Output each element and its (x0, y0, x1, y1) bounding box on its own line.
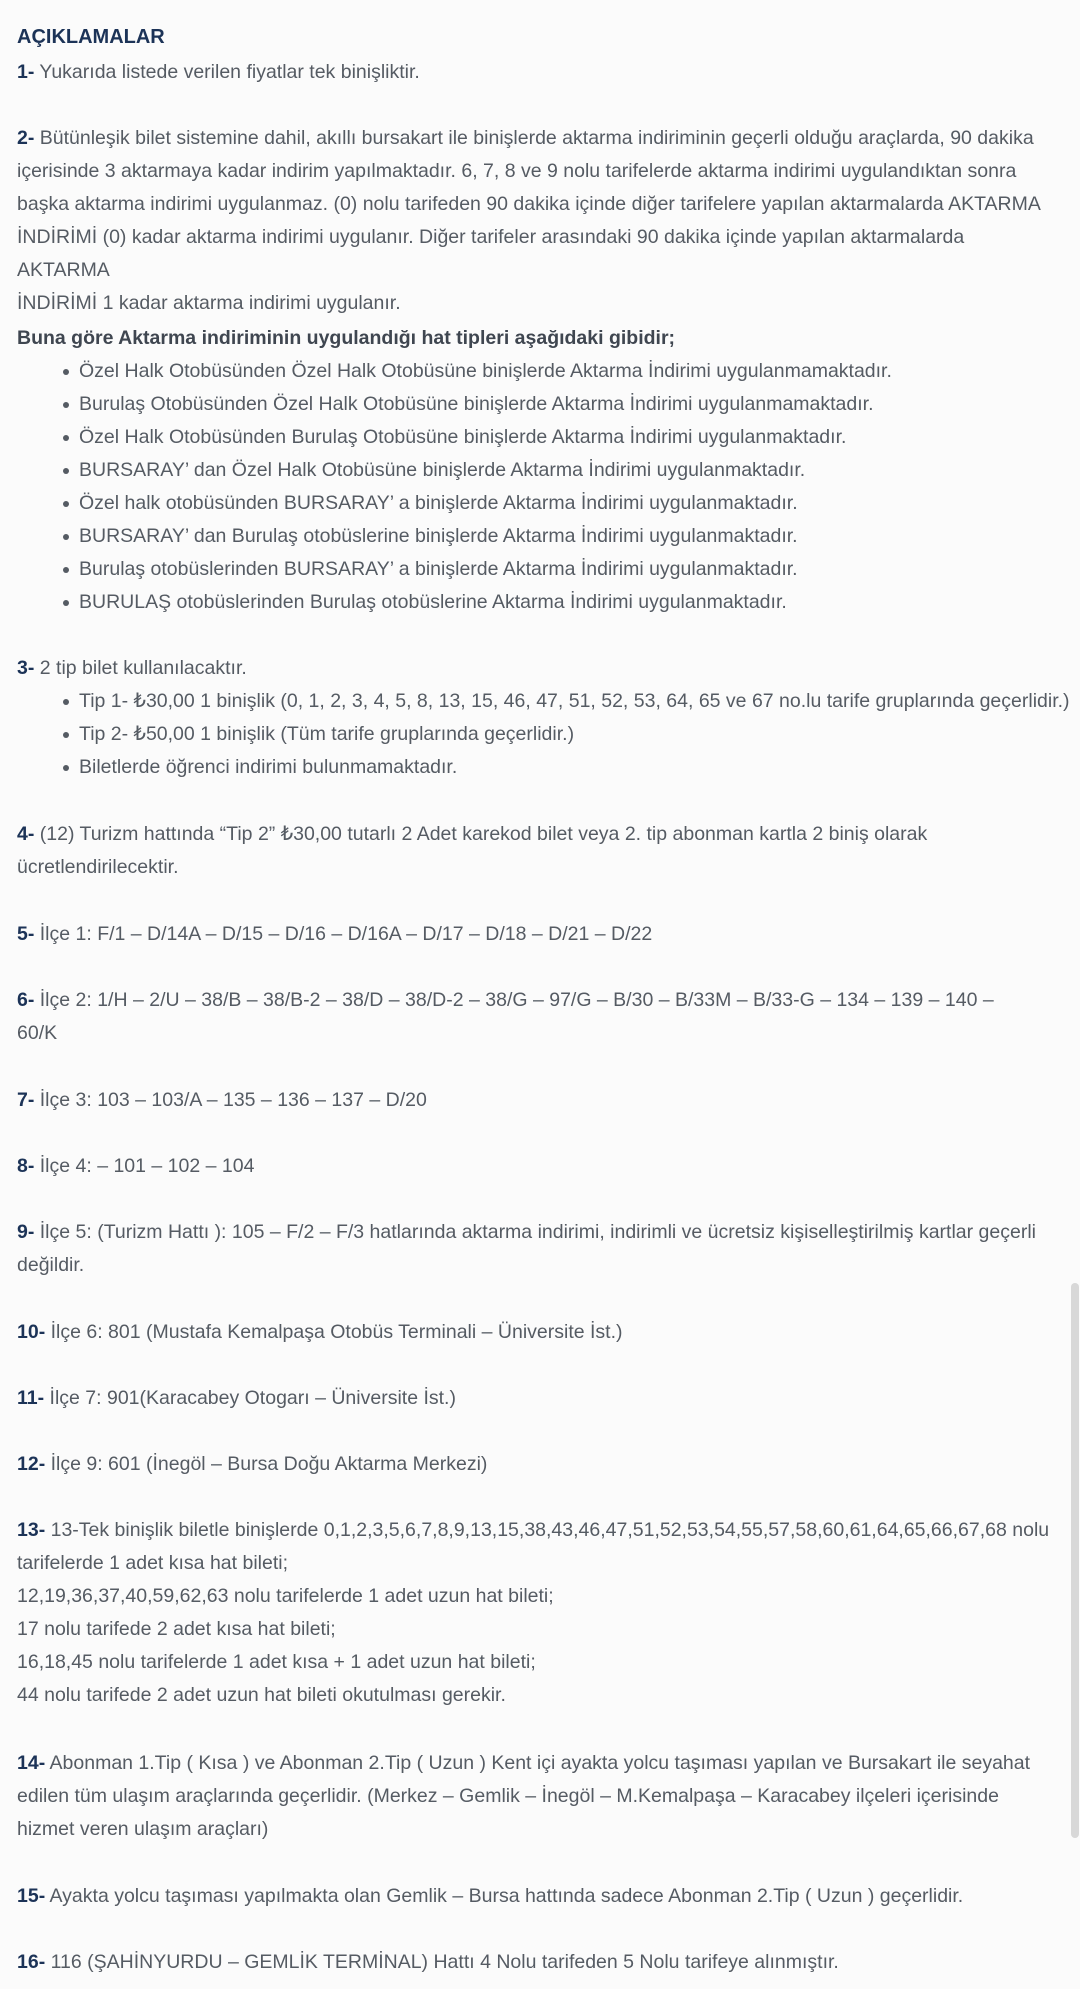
note-3: 3- 2 tip bilet kullanılacaktır. (17, 657, 247, 679)
list-item: BURSARAY’ dan Özel Halk Otobüsüne binişlerde Aktarma İndirimi uygulanmaktadır. (63, 454, 892, 487)
page-title: AÇIKLAMALAR (17, 26, 165, 48)
note-2: 2- Bütünleşik bilet sistemine dahil, akıllı bursakart ile binişlerde aktarma indiriminin geçerli olduğu araçlarda, 90 dakika içerisinde 3 aktarmaya kadar indirim yapılmaktadır. 6, 7, 8 ve 9 nolu tarifelerde aktarma indirimi uygulandıktan sonra başka aktarma indirimi uygulanmaz. (0) nolu tarifeden 90 dakika içinde diğer tarifelere yapılan aktarmalarda AKTARMA İNDİRİMİ (0) kadar aktarma indirimi uygulanır. Diğer tarifeler arasındaki 90 dakika içinde yapılan aktarmalarda AKTARMA İNDİRİMİ 1 kadar aktarma indirimi uygulanır. (17, 127, 1041, 314)
list-item: BURSARAY’ dan Burulaş otobüslerine binişlerde Aktarma İndirimi uygulanmaktadır. (63, 520, 892, 553)
note-7: 7- İlçe 3: 103 – 103/A – 135 – 136 – 137 – D/20 (17, 1089, 427, 1111)
note-11: 11- İlçe 7: 901(Karacabey Otogarı – Üniversite İst.) (17, 1387, 456, 1409)
transfer-list (63, 355, 892, 619)
note-12: 12- İlçe 9: 601 (İnegöl – Bursa Doğu Aktarma Merkezi) (17, 1453, 488, 1475)
note-10: 10- İlçe 6: 801 (Mustafa Kemalpaşa Otobüs Terminali – Üniversite İst.) (17, 1321, 623, 1343)
note-8: 8- İlçe 4: – 101 – 102 – 104 (17, 1155, 255, 1177)
list-item: Özel Halk Otobüsünden Özel Halk Otobüsüne binişlerde Aktarma İndirimi uygulanmamaktadır. (63, 355, 892, 388)
list-item: Biletlerde öğrenci indirimi bulunmamaktadır. (63, 751, 1070, 784)
list-item: Burulaş otobüslerinden BURSARAY’ a binişlerde Aktarma İndirimi uygulanmaktadır. (63, 553, 892, 586)
transfer-title: Buna göre Aktarma indiriminin uygulandığı hat tipleri aşağıdaki gibidir; (17, 327, 676, 349)
note-6: 6- İlçe 2: 1/H – 2/U – 38/B – 38/B-2 – 38/D – 38/D-2 – 38/G – 97/G – B/30 – B/33M – B/33-G – 134 – 139 – 140 – 60/K (17, 989, 994, 1044)
list-item: Burulaş Otobüsünden Özel Halk Otobüsüne binişlerde Aktarma İndirimi uygulanmamaktadır. (63, 388, 892, 421)
list-item: Tip 1- ₺30,00 1 binişlik (0, 1, 2, 3, 4, 5, 8, 13, 15, 46, 47, 51, 52, 53, 64, 65 ve 67 no.lu tarife gruplarında geçerlidir.) (63, 685, 1070, 718)
note-9: 9- İlçe 5: (Turizm Hattı ): 105 – F/2 – F/3 hatlarında aktarma indirimi, indirimli ve ücretsiz kişiselleştirilmiş kartlar geçerli değildir. (17, 1221, 1036, 1276)
note-1: 1- Yukarıda listede verilen fiyatlar tek binişliktir. (17, 61, 420, 83)
note-14: 14- Abonman 1.Tip ( Kısa ) ve Abonman 2.Tip ( Uzun ) Kent içi ayakta yolcu taşıması yapılan ve Bursakart ile seyahat edilen tüm ulaşım araçlarında geçerlidir. (Merkez – Gemlik – İnegöl – M.Kemalpaşa – Karacabey ilçeleri içerisinde hizmet veren ulaşım araçları) (17, 1752, 1031, 1840)
ticket-type-list (63, 685, 1070, 784)
note-5: 5- İlçe 1: F/1 – D/14A – D/15 – D/16 – D/16A – D/17 – D/18 – D/21 – D/22 (17, 923, 653, 945)
list-item: Özel halk otobüsünden BURSARAY’ a binişlerde Aktarma İndirimi uygulanmaktadır. (63, 487, 892, 520)
note-13: 13- 13-Tek binişlik biletle binişlerde 0,1,2,3,5,6,7,8,9,13,15,38,43,46,47,51,52,53,54,55,57,58,60,61,64,65,66,67,68 nolu tarifelerde 1 adet kısa hat bileti; 12,19,36,37,40,59,62,63 nolu tarifelerde 1 adet uzun hat bileti; 17 nolu tarifede 2 adet kısa hat bileti; 16,18,45 nolu tarifelerde 1 adet kısa + 1 adet uzun hat bileti; 44 nolu tarifede 2 adet uzun hat bileti okutulması gerekir. (17, 1519, 1050, 1706)
scrollbar[interactable] (1071, 1283, 1079, 1838)
note-15: 15- Ayakta yolcu taşıması yapılmakta olan Gemlik – Bursa hattında sadece Abonman 2.Tip ( Uzun ) geçerlidir. (17, 1885, 964, 1907)
note-16: 16- 116 (ŞAHİNYURDU – GEMLİK TERMİNAL) Hattı 4 Nolu tarifeden 5 Nolu tarifeye alınmıştır. (17, 1951, 839, 1973)
list-item: Özel Halk Otobüsünden Burulaş Otobüsüne binişlerde Aktarma İndirimi uygulanmaktadır. (63, 421, 892, 454)
list-item: Tip 2- ₺50,00 1 binişlik (Tüm tarife gruplarında geçerlidir.) (63, 718, 1070, 751)
list-item: BURULAŞ otobüslerinden Burulaş otobüslerine Aktarma İndirimi uygulanmaktadır. (63, 586, 892, 619)
note-4: 4- (12) Turizm hattında “Tip 2” ₺30,00 tutarlı 2 Adet karekod bilet veya 2. tip abonman kartla 2 biniş olarak ücretlendirilecektir. (17, 823, 928, 878)
